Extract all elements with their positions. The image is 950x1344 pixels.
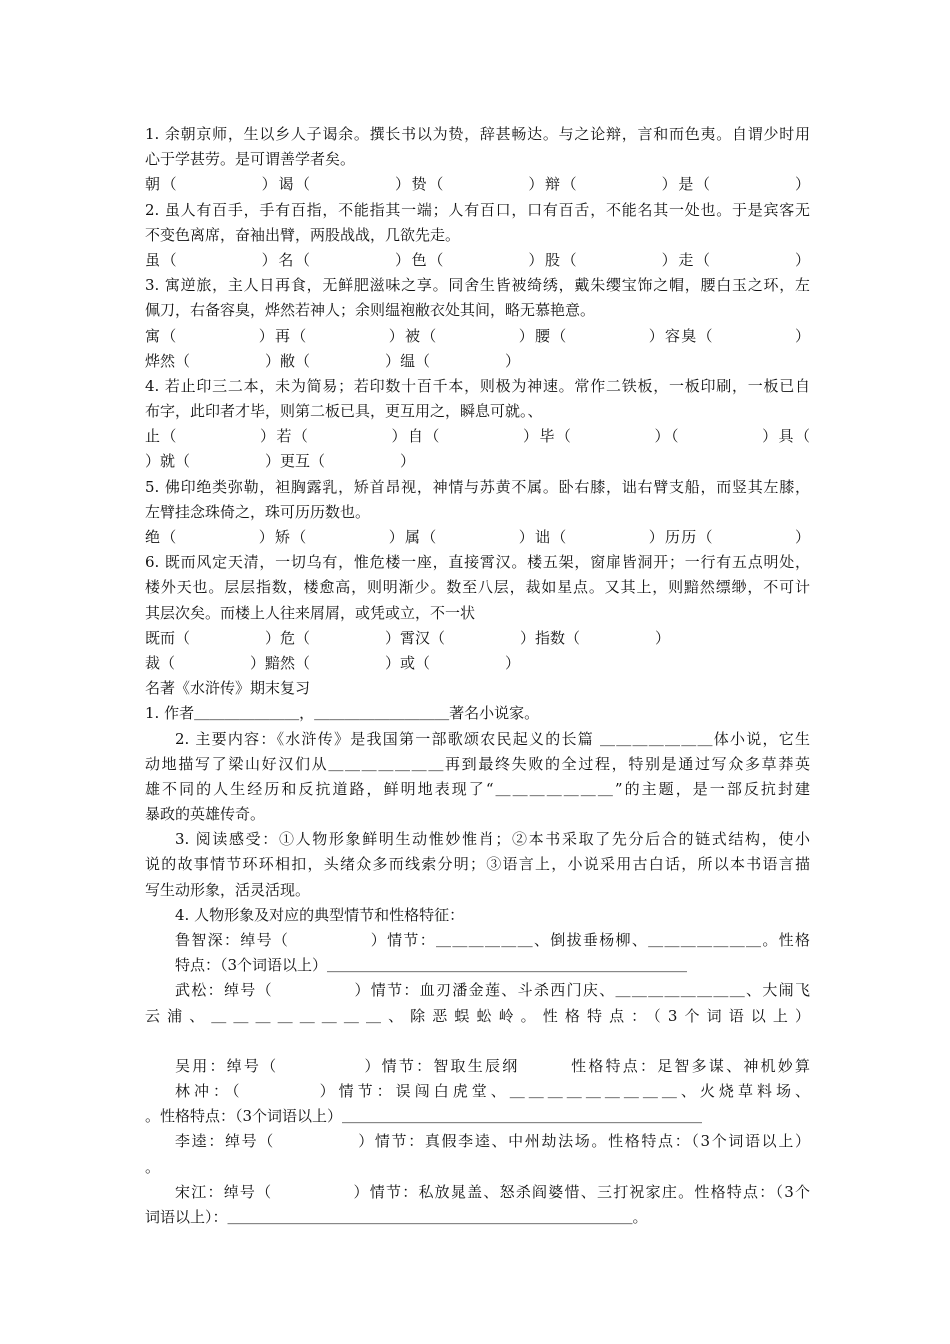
q6-text-line: 楼外天也。层层指数，楼愈高，则明渐少。数至八层，裁如星点。又其上，则黯然缥缈，不可计 xyxy=(145,578,810,597)
q6-text-line: 其层次矣。而楼上人往来屑屑，或凭或立，不一状 xyxy=(145,603,476,622)
character-wu-song: 武松：绰号（ ）情节：血刃潘金莲、斗杀西门庆、＿＿＿＿＿＿＿＿、大闹飞 xyxy=(175,981,810,1000)
character-song-jiang: 词语以上）：＿＿＿＿＿＿＿＿＿＿＿＿＿＿＿＿＿＿＿＿＿＿＿＿＿＿＿。 xyxy=(145,1207,648,1226)
q4-blanks: 止（ ）若（ ）自（ ）毕（ ）（ ）具（ xyxy=(145,427,810,446)
q6-text-line: 6. 既而风定天清，一切乌有，惟危楼一座，直接霄汉。楼五架，窗扉皆洞开；一行有五点明处， xyxy=(145,553,810,572)
review-item-content: 动地描写了梁山好汉们从＿＿＿＿＿＿＿再到最终失败的全过程，特别是通过写众多草莽英 xyxy=(145,754,810,773)
spacer xyxy=(145,1029,810,1054)
character-li-kui: 。 xyxy=(145,1157,161,1176)
document-page xyxy=(145,122,810,1230)
character-lin-chong: 林冲：（ ）情节：误闯白虎堂、＿＿＿＿＿＿＿＿＿、火烧草料场、 xyxy=(175,1081,810,1100)
q2-text-line: 2. 虽人有百手，手有百指，不能指其一端；人有百口，口有百舌，不能名其一处也。于是宾客无 xyxy=(145,200,810,219)
q5-text-line: 5. 佛印绝类弥勒，袒胸露乳，矫首昂视，神情与苏黄不属。卧右膝，诎右臂支船，而竖其左膝， xyxy=(145,477,810,496)
review-item-content: 2. 主要内容：《水浒传》是我国第一部歌颂农民起义的长篇 ＿＿＿＿＿＿＿体小说，它生 xyxy=(175,729,810,748)
q4-text-line: 4. 若止印三二本，未为简易；若印数十百千本，则极为神速。常作二铁板，一板印刷，一板已自 xyxy=(145,376,810,395)
q4-text-line: 布字，此印者才毕，则第二板已具，更互用之，瞬息可就。、 xyxy=(145,402,543,421)
review-item-content: 雄不同的人生经历和反抗道路，鲜明地表现了“＿＿＿＿＿＿＿”的主题，是一部反抗封建 xyxy=(145,779,810,798)
q3-blanks: 寓（ ）再（ ）被（ ）腰（ ）容臭（ ） xyxy=(145,326,810,345)
q5-blanks: 绝（ ）矫（ ）属（ ）诎（ ）历历（ ） xyxy=(145,528,810,546)
q1-blanks: 朝（ ）谒（ ）贽（ ）辩（ ）是（ ） xyxy=(145,175,810,194)
character-li-kui: 李逵：绰号（ ）情节：真假李逵、中州劫法场。性格特点：（3个词语以上） xyxy=(175,1132,810,1151)
review-item-feeling: 写生动形象，活灵活现。 xyxy=(145,880,311,899)
q5-text-line: 左臂挂念珠倚之，珠可历历数也。 xyxy=(145,502,371,521)
character-lu-zhishen: 鲁智深：绰号（ ）情节：＿＿＿＿＿＿、倒拔垂杨柳、＿＿＿＿＿＿＿。性格 xyxy=(175,931,810,949)
review-item-feeling: 说的故事情节环环相扣，头绪众多而线索分明；③语言上，小说采用古白话，所以本书语言描 xyxy=(145,855,810,874)
character-lu-zhishen: 特点：（3个词语以上）＿＿＿＿＿＿＿＿＿＿＿＿＿＿＿＿＿＿＿＿＿＿＿＿ xyxy=(175,956,688,975)
character-lin-chong: 。性格特点：（3个词语以上）＿＿＿＿＿＿＿＿＿＿＿＿＿＿＿＿＿＿＿＿＿＿＿＿ xyxy=(145,1107,703,1126)
review-item-feeling: 3. 阅读感受：①人物形象鲜明生动惟妙惟肖；②本书采取了先分后合的链式结构，使小 xyxy=(175,830,810,849)
q1-text-line: 1. 余朝京师，生以乡人子谒余。撰长书以为贽，辞甚畅达。与之论辩，言和而色夷。自谓少时用 xyxy=(145,125,810,143)
q6-blanks: 既而（ ）危（ ）霄汉（ ）指数（ ） xyxy=(145,628,671,647)
section-title: 名著《水浒传》期末复习 xyxy=(145,679,311,698)
q4-blanks: ）就（ ）更互（ ） xyxy=(145,452,416,471)
q1-text-line: 心于学甚劳。是可谓善学者矣。 xyxy=(145,150,356,169)
q6-blanks: 裁（ ）黯然（ ）或（ ） xyxy=(145,653,521,672)
q2-text-line: 不变色离席，奋袖出臂，两股战战，几欲先走。 xyxy=(145,225,461,244)
review-item-content: 暴政的英雄传奇。 xyxy=(145,805,266,824)
character-wu-yong: 吴用：绰号（ ）情节：智取生辰纲 性格特点：足智多谋、神机妙算 xyxy=(175,1056,810,1075)
q3-text-line: 3. 寓逆旅，主人日再食，无鲜肥滋味之享。同舍生皆被绮绣，戴朱缨宝饰之帽，腰白玉之环，左 xyxy=(145,276,810,295)
review-item-author: 1. 作者＿＿＿＿＿＿＿，＿＿＿＿＿＿＿＿＿著名小说家。 xyxy=(145,704,540,723)
review-item-characters: 4. 人物形象及对应的典型情节和性格特征： xyxy=(175,905,465,924)
q3-blanks: 烨然（ ）敝（ ）缊（ ） xyxy=(145,351,521,370)
character-wu-song: 云浦、＿＿＿＿＿＿＿＿、除恶蜈蚣岭。性格特点：（3个词语以上） xyxy=(145,1006,810,1025)
q3-text-line: 佩刀，右备容臭，烨然若神人；余则缊袍敝衣处其间，略无慕艳意。 xyxy=(145,301,596,320)
character-song-jiang: 宋江：绰号（ ）情节：私放晁盖、怒杀阎婆惜、三打祝家庄。性格特点：（3个 xyxy=(175,1182,810,1201)
q2-blanks: 虽（ ）名（ ）色（ ）股（ ）走（ ） xyxy=(145,250,810,269)
